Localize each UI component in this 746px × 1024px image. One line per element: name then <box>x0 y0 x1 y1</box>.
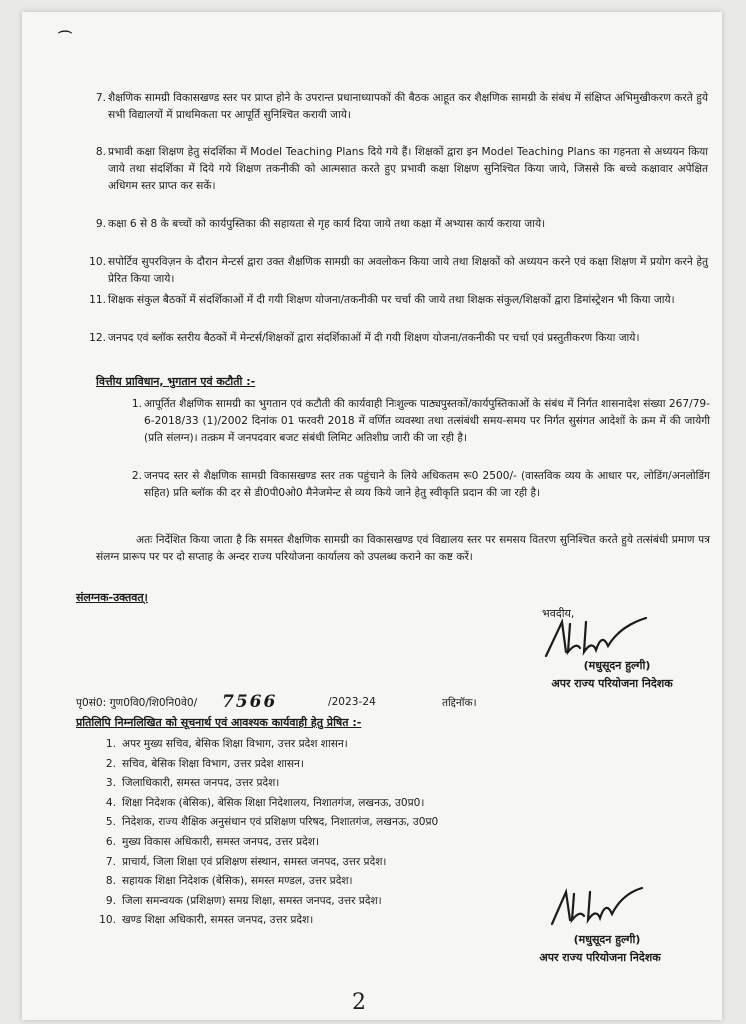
item-8 <box>95 144 708 195</box>
enclosure-label: संलग्नक-उक्तवत्। <box>76 591 148 604</box>
list-item: 5. निदेशक, राज्य शैक्षिक अनुसंधान एवं प्रशिक्षण परिषद, निशातगंज, लखनऊ, उ0प्र0 <box>105 816 439 829</box>
item-10 <box>89 254 708 288</box>
item-text: आपूर्तित शैक्षणिक सामग्री का भुगतान एवं कटौती की कार्यवाही निःशुल्क पाठ्यपुस्तकों/कार्यपुस्तिकाओं के संबंध में निर्गत शासनादेश संख्या 267/79-6-2018/33 (1)/2002 दिनांक 01 फरवरी 2018 में वर्णित व्यवस्था तथा तत्संबंधी समय-समय पर निर्गत सुसंगत आदेशों के क्रम में की जायेगी (प्रति संलग्न)। तत्क्रम में जनपदवार बजट संबंधी लिमिट अतिशीघ्र जारी की जा रही है। <box>144 398 710 444</box>
list-item: 7. प्राचार्य, जिला शिक्षा एवं प्रशिक्षण संस्थान, समस्त जनपद, उत्तर प्रदेश। <box>105 855 387 868</box>
item-7 <box>95 90 708 124</box>
item-text: जनपद स्तर से शैक्षणिक सामग्री विकासखण्ड स्तर तक पहुंचाने के लिये अधिकतम रू0 2500/- (वास्तविक व्यय के आधार पर, लोडिंग/अनलोडिंग सहित) प्रति ब्लॉक की दर से डी0पी0ओ0 मैनेजमेन्ट से व्यय किये जाने हेतु स्वीकृति प्रदान की जा रही है। <box>144 470 710 499</box>
list-item: 3. जिलाधिकारी, समस्त जनपद, उत्तर प्रदेश। <box>105 777 280 790</box>
reference-prefix: पृ0सं0: गुण0वि0/शि0नि0वे0/ <box>76 697 198 709</box>
list-item: 1. अपर मुख्य सचिव, बेसिक शिक्षा विभाग, उत्तर प्रदेश शासन। <box>105 738 348 750</box>
item-9 <box>95 216 708 233</box>
item-number: 10. <box>89 256 106 268</box>
list-item: 2. सचिव, बेसिक शिक्षा विभाग, उत्तर प्रदेश शासन। <box>105 757 304 770</box>
list-item: 10. खण्ड शिक्षा अधिकारी, समस्त जनपद, उत्तर प्रदेश। <box>99 914 314 927</box>
list-item: 9. जिला समन्वयक (प्रशिक्षण) समग्र शिक्षा, समस्त जनपद, उत्तर प्रदेश। <box>105 894 382 907</box>
item-number: 8. <box>95 146 106 158</box>
reference-date: तद्दिनॉक। <box>442 697 477 709</box>
item-text: प्रभावी कक्षा शिक्षण हेतु संदर्शिका में Model Teaching Plans दिये गये हैं। शिक्षकों द्वारा इन Model Teaching Plans का गहनता से अध्ययन किया जाये तथा संदर्शिका में दिये गये शिक्षण तकनीकी को आत्मसात करते हुए प्रभावी कक्षा शिक्षण सुनिश्चित किया जाये, जिससे कि बच्चे कक्षावार अपेक्षित अधिगम स्तर प्राप्त कर सकें। <box>108 146 708 192</box>
corner-mark-icon: ⌒ <box>58 31 72 47</box>
list-item: 6. मुख्य विकास अधिकारी, समस्त जनपद, उत्तर प्रदेश। <box>105 835 319 848</box>
signatory-name-2: (मधुसूदन हुल्गी) <box>573 933 641 946</box>
signatory-designation: अपर राज्य परियोजना निदेशक <box>551 677 673 690</box>
signatory-name: (मधुसूदन हुल्गी) <box>583 659 651 672</box>
item-text: कक्षा 6 से 8 के बच्चों को कार्यपुस्तिका की सहायता से गृह कार्य दिया जाये तथा कक्षा में अभ्यास कार्य कराया जाये। <box>108 218 546 230</box>
closing-salutation: भवदीय, <box>542 607 575 620</box>
reference-number: 7566 <box>222 692 278 712</box>
item-number: 2. <box>131 470 142 482</box>
item-text: जनपद एवं ब्लॉक स्तरीय बैठकों में मेन्टर्स/शिक्षकों द्वारा संदर्शिकाओं में दी गयी शिक्षण योजना/तकनीकी पर चर्चा एवं प्रस्तुतीकरण किया जाये। <box>108 332 640 344</box>
list-item: 4. शिक्षा निदेशक (बेसिक), बेसिक शिक्षा निदेशालय, निशातगंज, लखनऊ, उ0प्र0। <box>105 796 425 809</box>
item-text: शिक्षक संकुल बैठकों में संदर्शिकाओं में दी गयी शिक्षण योजना/तकनीकी पर चर्चा की जाये तथा शिक्षक संकुल/शिक्षकों द्वारा डिमांस्ट्रेशन भी किया जाये। <box>108 294 675 306</box>
item-number: 7. <box>95 92 106 104</box>
item-text: सपोर्टिव सुपरविज़न के दौरान मेन्टर्स द्वारा उक्त शैक्षणिक सामग्री का अवलोकन किया जाये तथा शिक्षकों को अध्ययन करने एवं कक्षा शिक्षण में प्रयोग करने हेतु प्रेरित किया जाये। <box>108 256 708 285</box>
page-number: 2 <box>352 990 366 1015</box>
item-number: 12. <box>89 332 106 344</box>
closing-paragraph: अतः निर्देशित किया जाता है कि समस्त शैक्षणिक सामग्री का विकासखण्ड एवं विद्यालय स्तर पर समसय वितरण सुनिश्चित करते हुये तत्संबंधी प्रमाण पत्र संलग्न प्रारूप पर पर दो सप्ताह के अन्दर राज्य परियोजना कार्यालय को उपलब्ध कराने का कष्ट करें। <box>96 534 710 563</box>
item-11 <box>89 292 708 309</box>
cc-heading: प्रतिलिपि निम्नलिखित को सूचनार्थ एवं आवश्यक कार्यवाही हेतु प्रेषित :- <box>76 716 362 729</box>
finance-item-2 <box>131 468 710 502</box>
item-text: शैक्षणिक सामग्री विकासखण्ड स्तर पर प्राप्त होने के उपरान्त प्रधानाध्यापकों की बैठक आहूत कर शैक्षणिक सामग्री के संबंध में संक्षिप्त अभिमुखीकरण करते हुये सभी विद्यालयों में प्राथमिकता पर आपूर्ति सुनिश्चित करायी जाये। <box>108 92 708 121</box>
signature-icon <box>536 612 656 664</box>
item-12 <box>89 330 708 347</box>
finance-heading: वित्तीय प्राविधान, भुगतान एवं कटौती :- <box>96 375 256 388</box>
signatory-designation-2: अपर राज्य परियोजना निदेशक <box>539 951 661 964</box>
item-number: 1. <box>131 398 142 410</box>
item-number: 9. <box>95 218 106 230</box>
list-item: 8. सहायक शिक्षा निदेशक (बेसिक), समस्त मण्डल, उत्तर प्रदेश। <box>105 875 353 888</box>
document-page <box>22 12 722 1020</box>
item-number: 11. <box>89 294 106 306</box>
reference-year: /2023-24 <box>328 696 376 708</box>
signature-icon <box>542 882 652 932</box>
finance-item-1 <box>131 396 710 447</box>
